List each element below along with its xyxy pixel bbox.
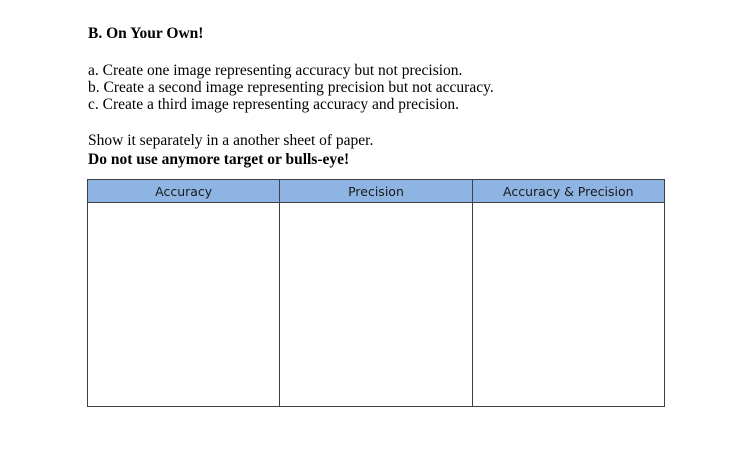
instruction-list <box>88 62 494 113</box>
notes-block <box>88 131 373 169</box>
header-accuracy-precision: Accuracy & Precision <box>472 180 664 203</box>
section-heading: B. On Your Own! <box>88 25 204 42</box>
drawing-cell-accuracy <box>88 203 280 407</box>
instruction-item: c. Create a third image representing accuracy and precision. <box>88 96 459 113</box>
note-separate-sheet: Show it separately in a another sheet of paper. <box>88 132 374 149</box>
instruction-item: a. Create one image representing accuracy but not precision. <box>88 62 463 79</box>
table-row <box>88 203 665 407</box>
header-precision: Precision <box>280 180 472 203</box>
instruction-item: b. Create a second image representing precision but not accuracy. <box>88 79 494 96</box>
note-no-target-warning: Do not use anymore target or bulls-eye! <box>88 151 350 168</box>
drawing-cell-accuracy-precision <box>472 203 664 407</box>
table-header-row <box>88 180 665 203</box>
drawing-table <box>87 179 665 407</box>
drawing-cell-precision <box>280 203 472 407</box>
header-accuracy: Accuracy <box>88 180 280 203</box>
